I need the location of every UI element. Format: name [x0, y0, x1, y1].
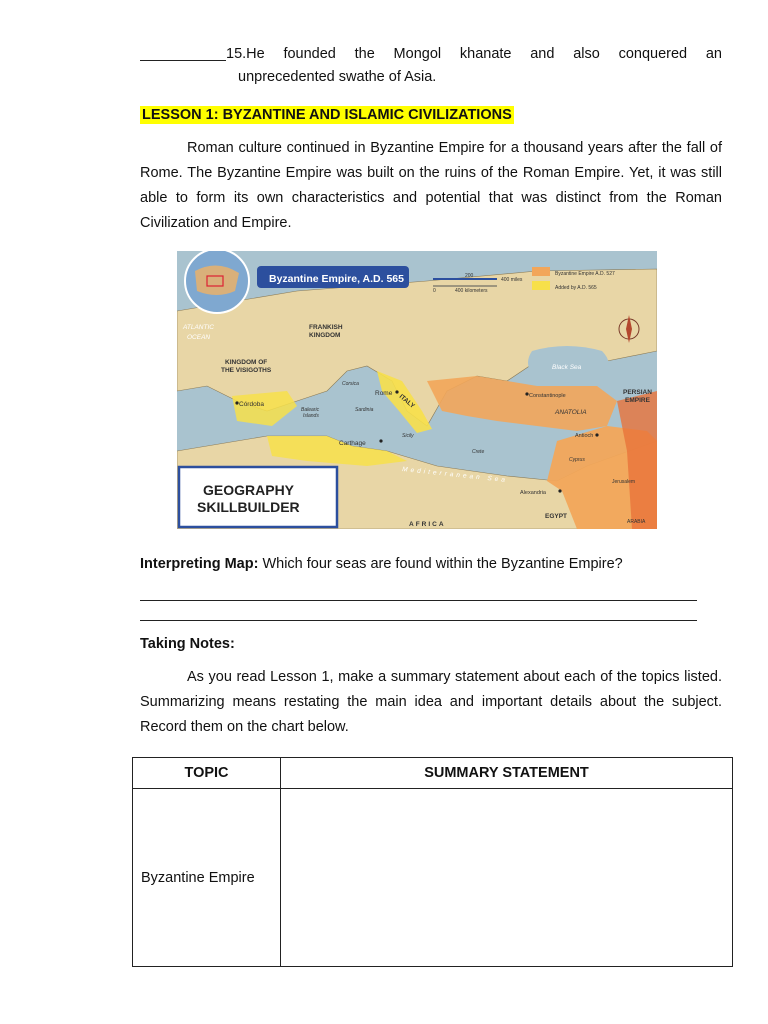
lesson-title: LESSON 1: BYZANTINE AND ISLAMIC CIVILIZATIONS	[142, 107, 512, 123]
skillbuilder-line2: SKILLBUILDER	[197, 499, 300, 515]
answer-line-2[interactable]	[140, 620, 697, 621]
summary-table	[132, 757, 733, 967]
city-dot-antioch	[595, 433, 598, 436]
label-cyprus: Cyprus	[569, 457, 585, 463]
label-corsica: Corsica	[342, 381, 359, 387]
summary-cell[interactable]	[281, 789, 733, 967]
label-visigoths-2: THE VISIGOTHS	[221, 367, 272, 374]
city-dot-cordoba	[235, 401, 238, 404]
topic-cell: Byzantine Empire	[133, 789, 281, 967]
interpreting-map-label: Interpreting Map:	[140, 556, 259, 572]
scale-label-km: 400 kilometers	[455, 288, 488, 294]
label-carthage: Carthage	[339, 440, 366, 447]
city-dot-rome	[395, 390, 398, 393]
answer-blank-15[interactable]	[140, 60, 226, 61]
scale-label-0: 0	[433, 288, 436, 294]
label-constantinople: Constantinople	[529, 393, 566, 399]
city-dot-alexandria	[558, 489, 561, 492]
label-balearic-2: Islands	[303, 413, 319, 419]
label-arabia: ARABIA	[627, 519, 646, 525]
label-antioch: Antioch	[575, 433, 594, 439]
table-header-row	[133, 758, 733, 789]
label-persian-2: EMPIRE	[625, 397, 650, 404]
label-visigoths-1: KINGDOM OF	[225, 359, 268, 366]
interpreting-map-question	[140, 554, 623, 574]
byzantine-empire-map	[177, 251, 657, 529]
taking-notes-heading: Taking Notes:	[140, 636, 235, 652]
label-mediterranean: Mediterranean Sea	[401, 466, 509, 485]
label-frankish-1: FRANKISH	[309, 324, 343, 331]
legend-swatch-565	[532, 281, 550, 290]
city-dot-carthage	[379, 439, 382, 442]
label-ocean: OCEAN	[187, 334, 211, 341]
notes-paragraph: As you read Lesson 1, make a summary statement about each of the topics listed. Summarizing means restating the main idea and important details about the subject. Record them on the chart below.	[140, 669, 722, 735]
label-anatolia: ANATOLIA	[555, 409, 587, 416]
label-rome: Rome	[375, 390, 393, 397]
legend-swatch-527	[532, 267, 550, 276]
legend-label-527: Byzantine Empire A.D. 527	[555, 271, 615, 277]
table-row	[133, 789, 733, 967]
globe-land	[195, 265, 239, 295]
label-sicily: Sicily	[402, 433, 414, 439]
interpreting-map-text: Which four seas are found within the Byzantine Empire?	[262, 556, 623, 572]
question-15-line2: unprecedented swathe of Asia.	[238, 69, 437, 85]
question-15-line1: 15.He founded the Mongol khanate and also conquered an	[226, 46, 722, 62]
answer-line-1[interactable]	[140, 600, 697, 601]
label-crete: Crete	[472, 449, 485, 455]
label-black-sea: Black Sea	[552, 364, 582, 371]
label-africa: AFRICA	[409, 521, 446, 528]
label-alexandria: Alexandria	[520, 490, 546, 496]
map-title: Byzantine Empire, A.D. 565	[269, 273, 404, 285]
label-sardinia: Sardinia	[355, 407, 374, 413]
label-persian-1: PERSIAN	[623, 389, 652, 396]
intro-paragraph: Roman culture continued in Byzantine Empire for a thousand years after the fall of Rome. The Byzantine Empire was built on the ruins of the Roman Empire. Yet, it was still able to form its own characteristics and potential that was distinct from the Roman Civilization and Empire.	[140, 140, 722, 231]
legend-label-565: Added by A.D. 565	[555, 285, 597, 291]
label-frankish-2: KINGDOM	[309, 332, 341, 339]
header-topic: TOPIC	[133, 758, 281, 789]
label-cordoba: Córdoba	[239, 401, 264, 408]
label-balearic-1: Balearic	[301, 407, 320, 413]
scale-label-200: 200	[465, 273, 474, 279]
label-atlantic: ATLANTIC	[183, 324, 214, 331]
city-dot-constantinople	[525, 392, 528, 395]
skillbuilder-line1: GEOGRAPHY	[203, 482, 295, 498]
label-egypt: EGYPT	[545, 513, 568, 520]
scale-label-miles: 400 miles	[501, 277, 523, 283]
header-summary-statement: SUMMARY STATEMENT	[281, 758, 733, 789]
label-italy: ITALY	[397, 393, 416, 410]
label-jerusalem: Jerusalem	[612, 479, 636, 485]
